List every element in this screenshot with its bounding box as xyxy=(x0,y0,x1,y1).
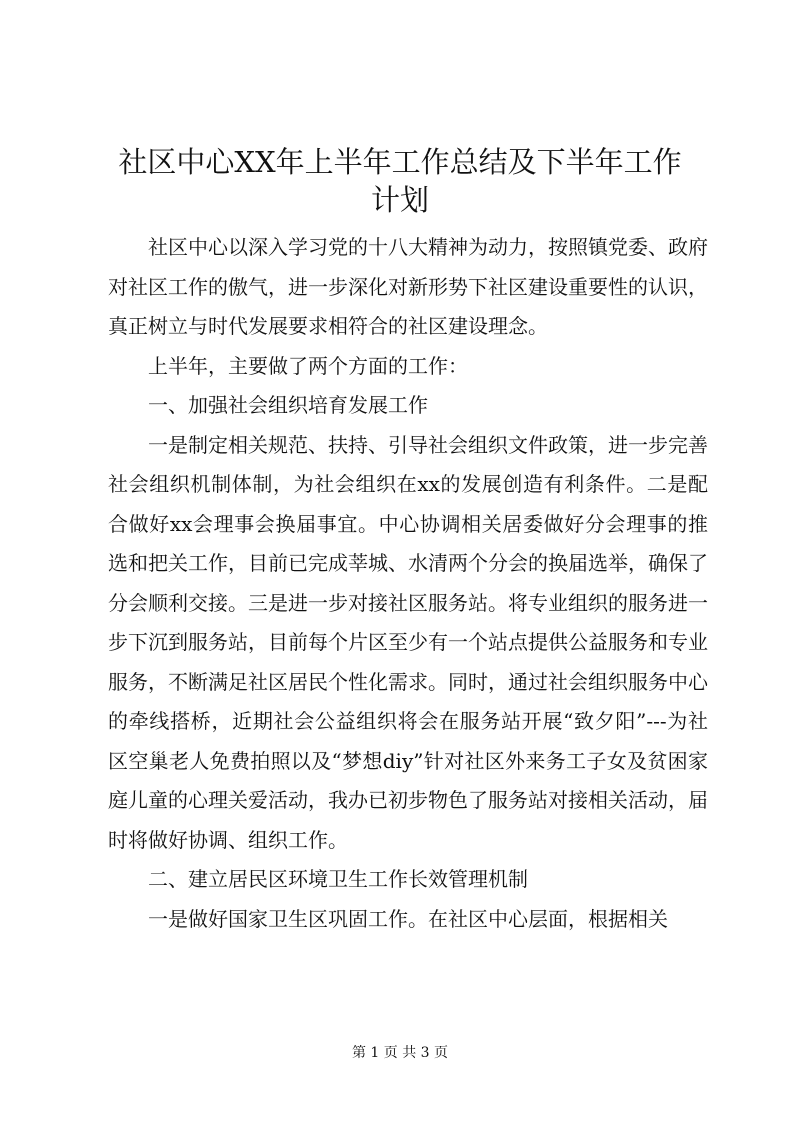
title-line-2: 计划 xyxy=(370,183,429,217)
document-title xyxy=(95,143,705,219)
section-heading-2: 二、建立居民区环境卫生工作长效管理机制 xyxy=(148,867,528,891)
paragraph-section-2-content: 一是做好国家卫生区巩固工作。在社区中心层面，根据相关 xyxy=(148,906,668,931)
paragraph-first-half-summary: 上半年，主要做了两个方面的工作： xyxy=(148,353,468,378)
title-line-1: 社区中心XX年上半年工作总结及下半年工作 xyxy=(118,145,682,179)
page-footer: 第 1 页 共 3 页 xyxy=(351,1045,449,1061)
section-heading-1: 一、加强社会组织培育发展工作 xyxy=(148,393,428,417)
document-body xyxy=(108,228,708,939)
paragraph-intro: 社区中心以深入学习党的十八大精神为动力，按照镇党委、政府对社区工作的傲气，进一步深化对新形势下社区建设重要性的认识，真正树立与时代发展要求相符合的社区建设理念。 xyxy=(108,235,708,338)
paragraph-section-1-content: 一是制定相关规范、扶持、引导社会组织文件政策，进一步完善社会组织机制体制，为社会组织在xx的发展创造有利条件。二是配合做好xx会理事会换届事宜。中心协调相关居委做好分会理事的推选和把关工作，目前已完成莘城、水清两个分会的换届选举，确保了分会顺利交接。三是进一步对接社区服务站。将专业组织的服务进一步下沉到服务站，目前每个片区至少有一个站点提供公益服务和专业服务，不断满足社区居民个性化需求。同时，通过社会组织服务中心的牵线搭桥，近期社会公益组织将会在服务站开展“致夕阳”---为社区空巢老人免费拍照以及“梦想diy”针对社区外来务工子女及贫困家庭儿童的心理关爱活动，我办已初步物色了服务站对接相关活动，届时将做好协调、组织工作。 xyxy=(108,432,708,852)
